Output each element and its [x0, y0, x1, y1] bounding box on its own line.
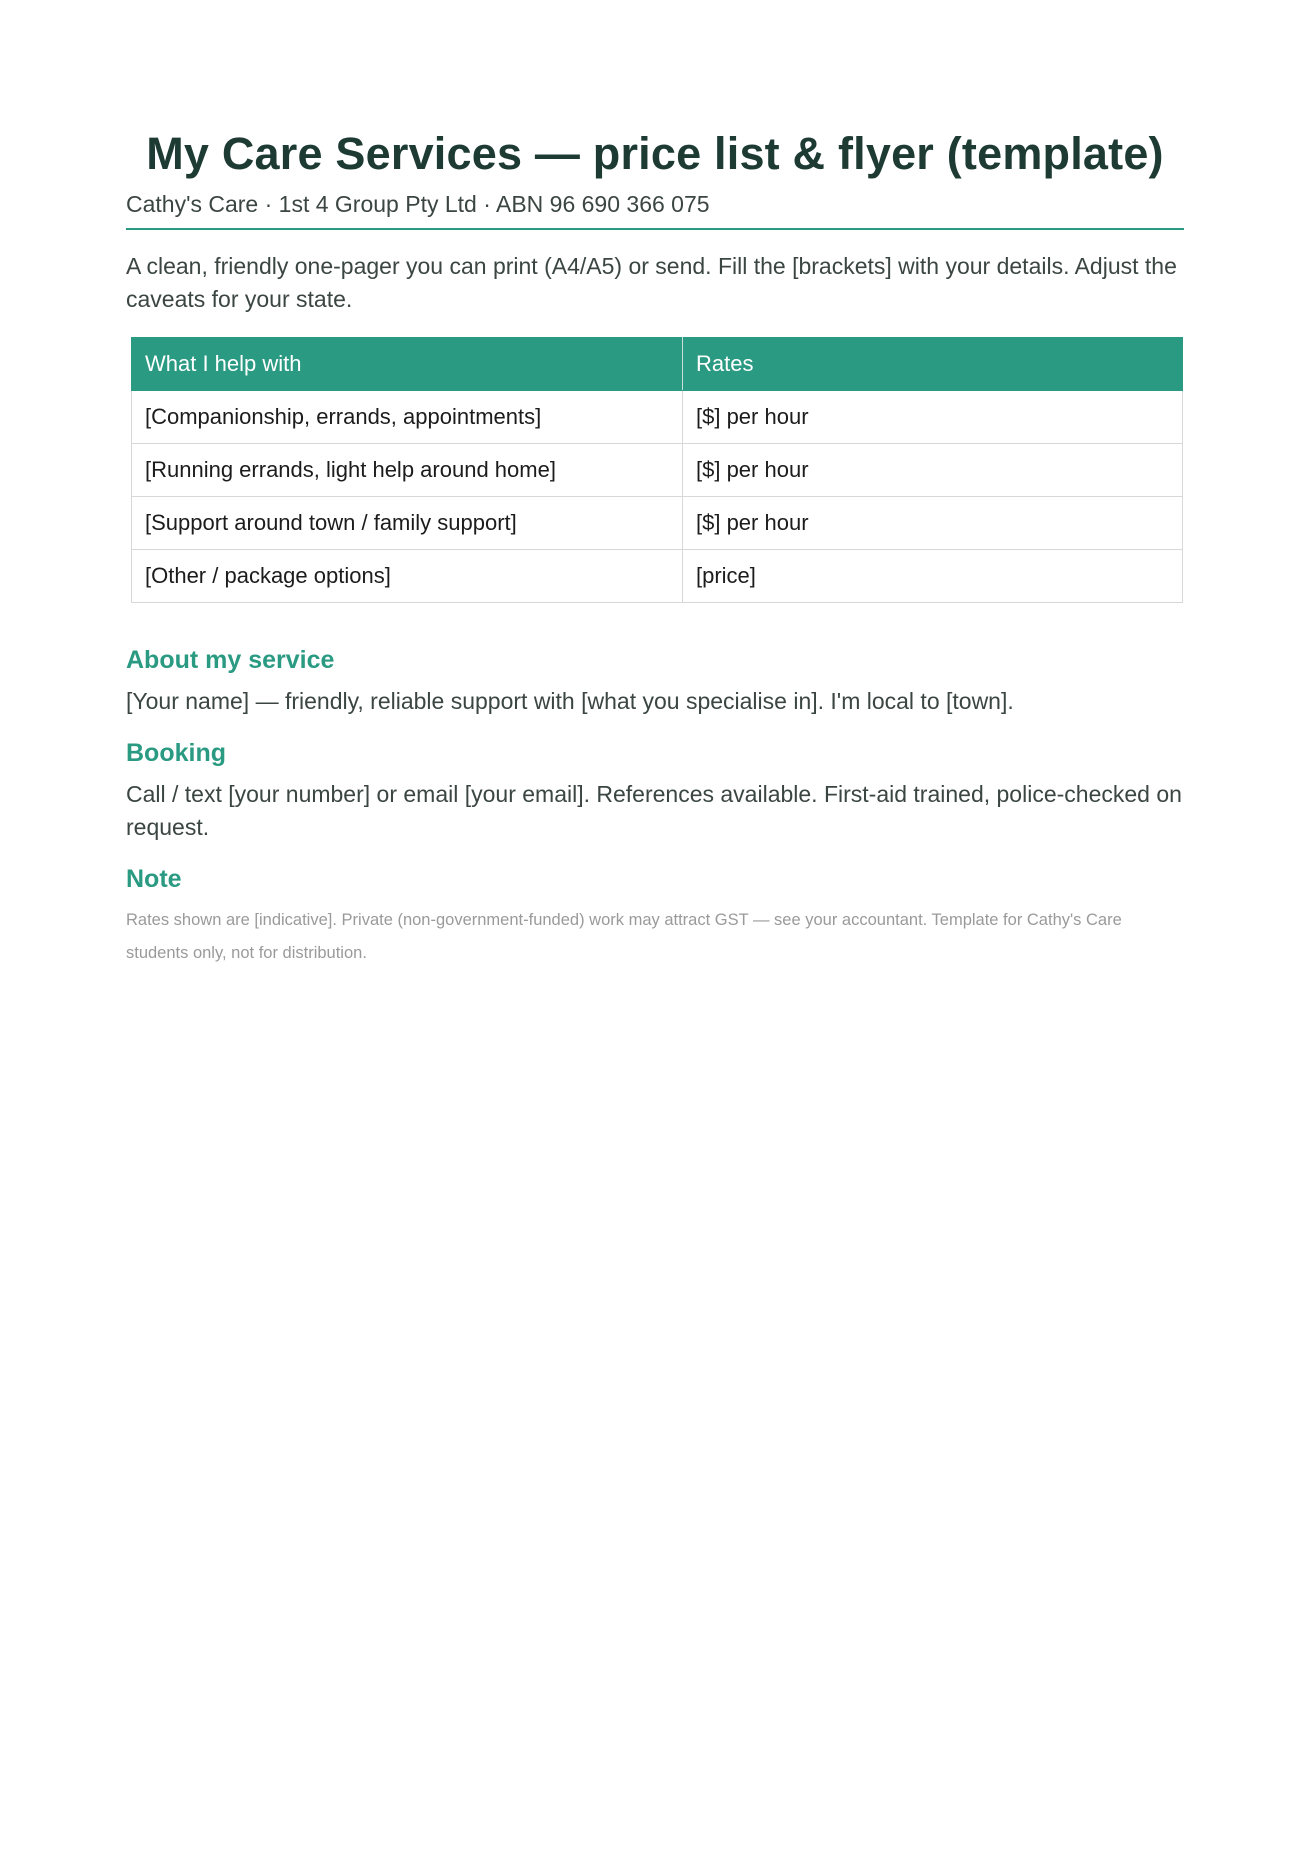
service-cell: [Companionship, errands, appointments]: [132, 391, 683, 444]
note-text: Rates shown are [indicative]. Private (non-government-funded) work may attract GST — see your accountant. Template for Cathy's Care students only, not for distribution.: [126, 911, 1122, 962]
booking-text: Call / text [your number] or email [your email]. References available. First-aid trained, police-checked on request.: [126, 781, 1182, 840]
column-header-rates: Rates: [683, 338, 1183, 391]
service-cell: [Other / package options]: [132, 550, 683, 603]
about-heading: About my service: [126, 646, 335, 674]
service-cell: [Running errands, light help around home]: [132, 444, 683, 497]
table-row: [132, 550, 1183, 603]
rate-cell: [$] per hour: [683, 391, 1183, 444]
rate-cell: [$] per hour: [683, 497, 1183, 550]
column-header-service: What I help with: [132, 338, 683, 391]
price-table: [131, 337, 1183, 603]
service-cell: [Support around town / family support]: [132, 497, 683, 550]
table-row: [132, 391, 1183, 444]
page-subtitle: Cathy's Care · 1st 4 Group Pty Ltd · ABN 96 690 366 075: [126, 188, 1184, 230]
rate-cell: [$] per hour: [683, 444, 1183, 497]
table-row: [132, 444, 1183, 497]
table-header-row: [132, 338, 1183, 391]
about-text: [Your name] — friendly, reliable support with [what you specialise in]. I'm local to [town].: [126, 688, 1014, 714]
page-title: My Care Services — price list & flyer (template): [146, 128, 1164, 179]
table-row: [132, 497, 1183, 550]
note-heading: Note: [126, 865, 182, 893]
rate-cell: [price]: [683, 550, 1183, 603]
booking-heading: Booking: [126, 739, 226, 767]
intro-paragraph: A clean, friendly one-pager you can print (A4/A5) or send. Fill the [brackets] with your details. Adjust the caveats for your state.: [126, 253, 1177, 312]
